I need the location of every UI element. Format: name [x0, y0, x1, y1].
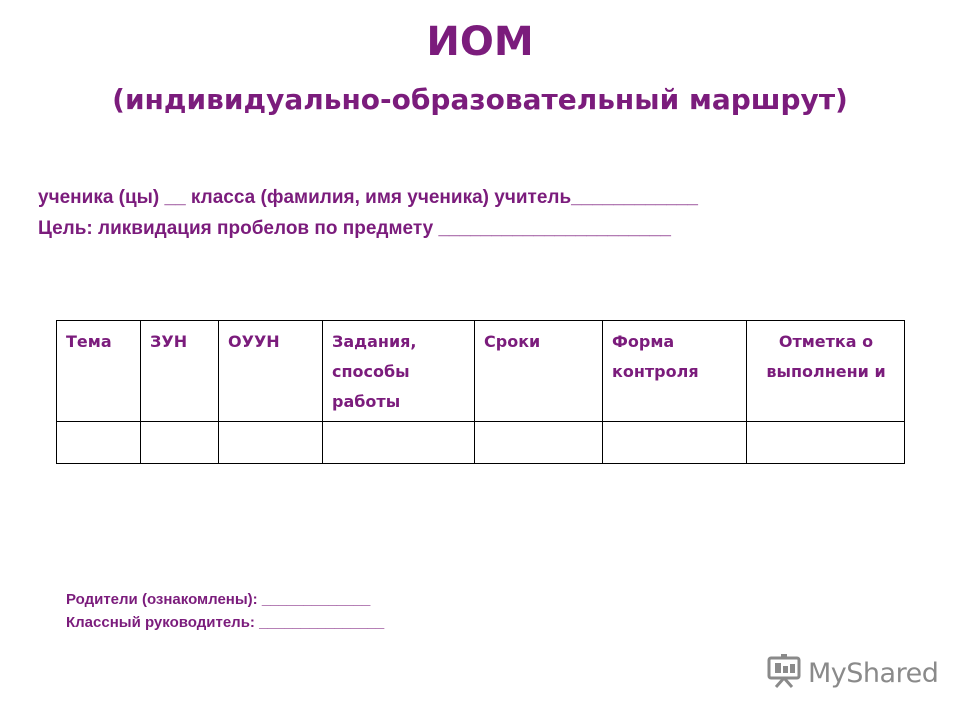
table-cell [219, 422, 323, 464]
myshared-watermark [766, 654, 938, 693]
student-info-line: ученика (цы) __ класса (фамилия, имя ученика) учитель____________ [38, 187, 698, 208]
table-cell [323, 422, 475, 464]
class-teacher-signature-line: Классный руководитель: _______________ [66, 614, 385, 631]
table-cell [141, 422, 219, 464]
page-title: ИОМ [426, 19, 534, 65]
table-cell [747, 422, 905, 464]
watermark-text: MyShared [808, 658, 939, 689]
table-header-row [57, 321, 905, 422]
parents-signature-line: Родители (ознакомлены): _____________ [66, 591, 371, 608]
presentation-board-icon [766, 654, 802, 693]
header-cell-topic: Тема [57, 321, 141, 422]
header-cell-tasks: Задания, способы работы [323, 321, 475, 422]
header-cell-completion-mark: Отметка о выполнени и [747, 321, 905, 422]
table-row [57, 422, 905, 464]
table-cell [475, 422, 603, 464]
header-cell-ouun: ОУУН [219, 321, 323, 422]
table-cell [57, 422, 141, 464]
page-subtitle: (индивидуально-образовательный маршрут) [112, 83, 848, 116]
header-cell-control-form: Форма контроля [603, 321, 747, 422]
route-table-grid [56, 320, 905, 464]
table-cell [603, 422, 747, 464]
goal-line: Цель: ликвидация пробелов по предмету ______________________ [38, 218, 671, 239]
header-cell-deadlines: Сроки [475, 321, 603, 422]
route-table [56, 320, 905, 464]
header-cell-zun: ЗУН [141, 321, 219, 422]
